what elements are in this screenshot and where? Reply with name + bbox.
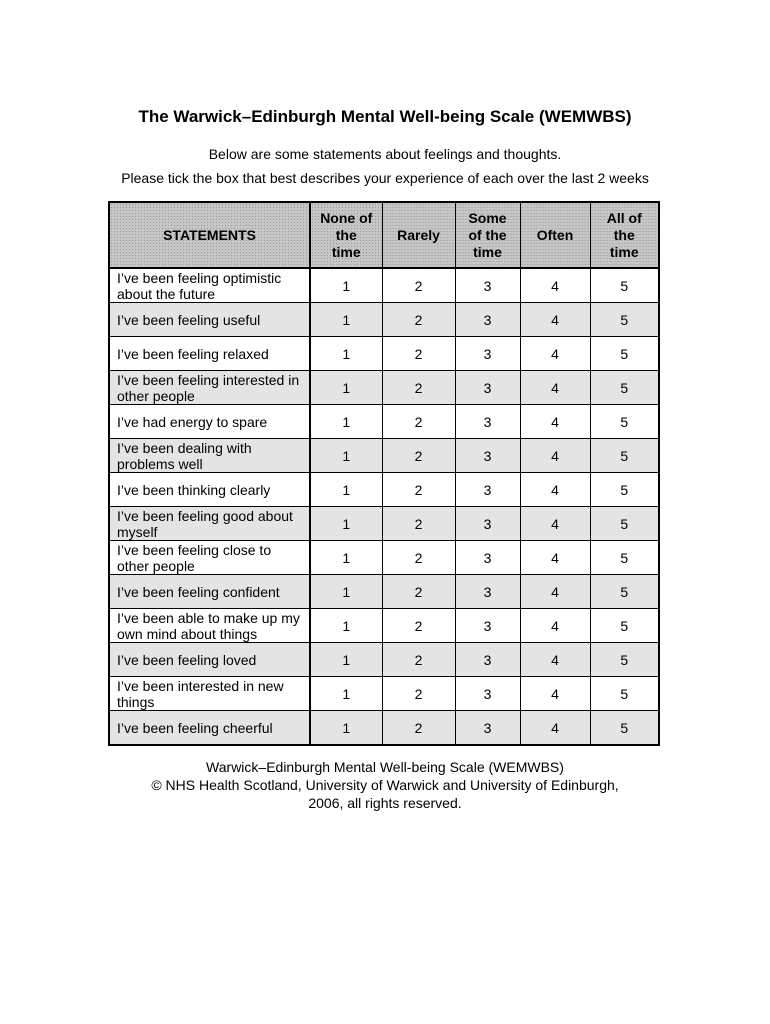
statement-cell: I’ve been feeling loved: [109, 643, 310, 677]
score-cell-4[interactable]: 4: [520, 541, 590, 575]
score-cell-5[interactable]: 5: [590, 473, 659, 507]
header-statements: STATEMENTS: [109, 202, 310, 268]
score-cell-1[interactable]: 1: [310, 643, 382, 677]
score-cell-3[interactable]: 3: [455, 541, 520, 575]
score-cell-5[interactable]: 5: [590, 541, 659, 575]
header-some-line-2: of the: [468, 226, 507, 243]
score-cell-4[interactable]: 4: [520, 507, 590, 541]
footer-line-3: 2006, all rights reserved.: [308, 795, 462, 811]
header-none-line-2: the: [335, 226, 357, 243]
intro-line-2: Please tick the box that best describes your experience of each over the last 2 weeks: [121, 170, 649, 186]
header-none-line-1: None of: [320, 209, 373, 226]
table-row: [109, 439, 659, 473]
table-row: [109, 677, 659, 711]
score-cell-2[interactable]: 2: [382, 643, 455, 677]
score-cell-5[interactable]: 5: [590, 371, 659, 405]
score-cell-2[interactable]: 2: [382, 541, 455, 575]
score-cell-4[interactable]: 4: [520, 371, 590, 405]
score-cell-2[interactable]: 2: [382, 303, 455, 337]
score-cell-5[interactable]: 5: [590, 405, 659, 439]
table-row: [109, 575, 659, 609]
score-cell-1[interactable]: 1: [310, 575, 382, 609]
header-none-line-3: time: [331, 243, 361, 260]
footer-line-2: © NHS Health Scotland, University of Warwick and University of Edinburgh,: [151, 777, 619, 793]
statement-cell: I’ve been feeling good about myself: [109, 507, 310, 541]
statement-cell: I’ve been feeling useful: [109, 303, 310, 337]
score-cell-1[interactable]: 1: [310, 337, 382, 371]
score-cell-4[interactable]: 4: [520, 268, 590, 303]
score-cell-1[interactable]: 1: [310, 371, 382, 405]
score-cell-3[interactable]: 3: [455, 677, 520, 711]
statement-cell: I’ve been feeling optimistic about the future: [109, 268, 310, 303]
table-row: [109, 371, 659, 405]
score-cell-1[interactable]: 1: [310, 541, 382, 575]
table-row: [109, 609, 659, 643]
score-cell-3[interactable]: 3: [455, 609, 520, 643]
table-row: [109, 541, 659, 575]
score-cell-4[interactable]: 4: [520, 609, 590, 643]
score-cell-2[interactable]: 2: [382, 507, 455, 541]
score-cell-3[interactable]: 3: [455, 371, 520, 405]
statement-cell: I’ve been interested in new things: [109, 677, 310, 711]
score-cell-3[interactable]: 3: [455, 439, 520, 473]
statement-cell: I’ve been thinking clearly: [109, 473, 310, 507]
header-some-of-the-time: [455, 202, 520, 268]
score-cell-5[interactable]: 5: [590, 439, 659, 473]
table-row: [109, 711, 659, 746]
page-title: The Warwick–Edinburgh Mental Well-being Scale (WEMWBS): [138, 107, 632, 126]
statement-cell: I’ve been feeling close to other people: [109, 541, 310, 575]
table-row: [109, 268, 659, 303]
copyright-footer: [0, 758, 770, 812]
score-cell-5[interactable]: 5: [590, 711, 659, 746]
score-cell-5[interactable]: 5: [590, 575, 659, 609]
score-cell-1[interactable]: 1: [310, 439, 382, 473]
statement-cell: I’ve been dealing with problems well: [109, 439, 310, 473]
table-row: [109, 337, 659, 371]
table-header-row: [109, 202, 659, 268]
score-cell-3[interactable]: 3: [455, 575, 520, 609]
score-cell-4[interactable]: 4: [520, 677, 590, 711]
header-some-line-3: time: [473, 243, 502, 260]
table-row: [109, 507, 659, 541]
score-cell-2[interactable]: 2: [382, 268, 455, 303]
header-none-of-the-time: [310, 202, 382, 268]
score-cell-2[interactable]: 2: [382, 371, 455, 405]
score-cell-3[interactable]: 3: [455, 268, 520, 303]
score-cell-1[interactable]: 1: [310, 507, 382, 541]
score-cell-3[interactable]: 3: [455, 507, 520, 541]
footer-line-1: Warwick–Edinburgh Mental Well-being Scale (WEMWBS): [206, 759, 564, 775]
score-cell-2[interactable]: 2: [382, 473, 455, 507]
header-some-line-1: Some: [468, 209, 507, 226]
score-cell-4[interactable]: 4: [520, 439, 590, 473]
score-cell-5[interactable]: 5: [590, 337, 659, 371]
score-cell-4[interactable]: 4: [520, 337, 590, 371]
statement-cell: I’ve been feeling cheerful: [109, 711, 310, 746]
score-cell-3[interactable]: 3: [455, 711, 520, 746]
score-cell-1[interactable]: 1: [310, 268, 382, 303]
score-cell-1[interactable]: 1: [310, 473, 382, 507]
score-cell-1[interactable]: 1: [310, 711, 382, 746]
table-row: [109, 303, 659, 337]
score-cell-2[interactable]: 2: [382, 609, 455, 643]
score-cell-4[interactable]: 4: [520, 575, 590, 609]
statement-cell: I’ve been feeling confident: [109, 575, 310, 609]
score-cell-2[interactable]: 2: [382, 677, 455, 711]
wellbeing-scale-table: [108, 201, 660, 746]
score-cell-3[interactable]: 3: [455, 473, 520, 507]
statement-cell: I’ve been feeling relaxed: [109, 337, 310, 371]
score-cell-1[interactable]: 1: [310, 303, 382, 337]
score-cell-4[interactable]: 4: [520, 643, 590, 677]
score-cell-5[interactable]: 5: [590, 643, 659, 677]
statement-cell: I’ve been feeling interested in other people: [109, 371, 310, 405]
score-cell-4[interactable]: 4: [520, 405, 590, 439]
table-row: [109, 405, 659, 439]
score-cell-3[interactable]: 3: [455, 337, 520, 371]
header-all-of-the-time: [590, 202, 659, 268]
score-cell-1[interactable]: 1: [310, 677, 382, 711]
score-cell-2[interactable]: 2: [382, 575, 455, 609]
score-cell-5[interactable]: 5: [590, 268, 659, 303]
header-often: Often: [520, 202, 590, 268]
score-cell-2[interactable]: 2: [382, 711, 455, 746]
score-cell-4[interactable]: 4: [520, 473, 590, 507]
score-cell-2[interactable]: 2: [382, 439, 455, 473]
score-cell-3[interactable]: 3: [455, 303, 520, 337]
score-cell-2[interactable]: 2: [382, 405, 455, 439]
header-all-line-1: All of: [606, 209, 642, 226]
intro-line-1: Below are some statements about feelings and thoughts.: [208, 146, 562, 162]
score-cell-5[interactable]: 5: [590, 303, 659, 337]
header-all-line-2: the: [613, 226, 635, 243]
table-row: [109, 643, 659, 677]
score-cell-3[interactable]: 3: [455, 643, 520, 677]
score-cell-5[interactable]: 5: [590, 507, 659, 541]
score-cell-4[interactable]: 4: [520, 711, 590, 746]
score-cell-3[interactable]: 3: [455, 405, 520, 439]
header-rarely: Rarely: [382, 202, 455, 268]
score-cell-5[interactable]: 5: [590, 677, 659, 711]
score-cell-4[interactable]: 4: [520, 303, 590, 337]
header-all-line-3: time: [609, 243, 639, 260]
score-cell-1[interactable]: 1: [310, 405, 382, 439]
score-cell-5[interactable]: 5: [590, 609, 659, 643]
statement-cell: I’ve had energy to spare: [109, 405, 310, 439]
score-cell-1[interactable]: 1: [310, 609, 382, 643]
statement-cell: I’ve been able to make up my own mind about things: [109, 609, 310, 643]
score-cell-2[interactable]: 2: [382, 337, 455, 371]
table-row: [109, 473, 659, 507]
